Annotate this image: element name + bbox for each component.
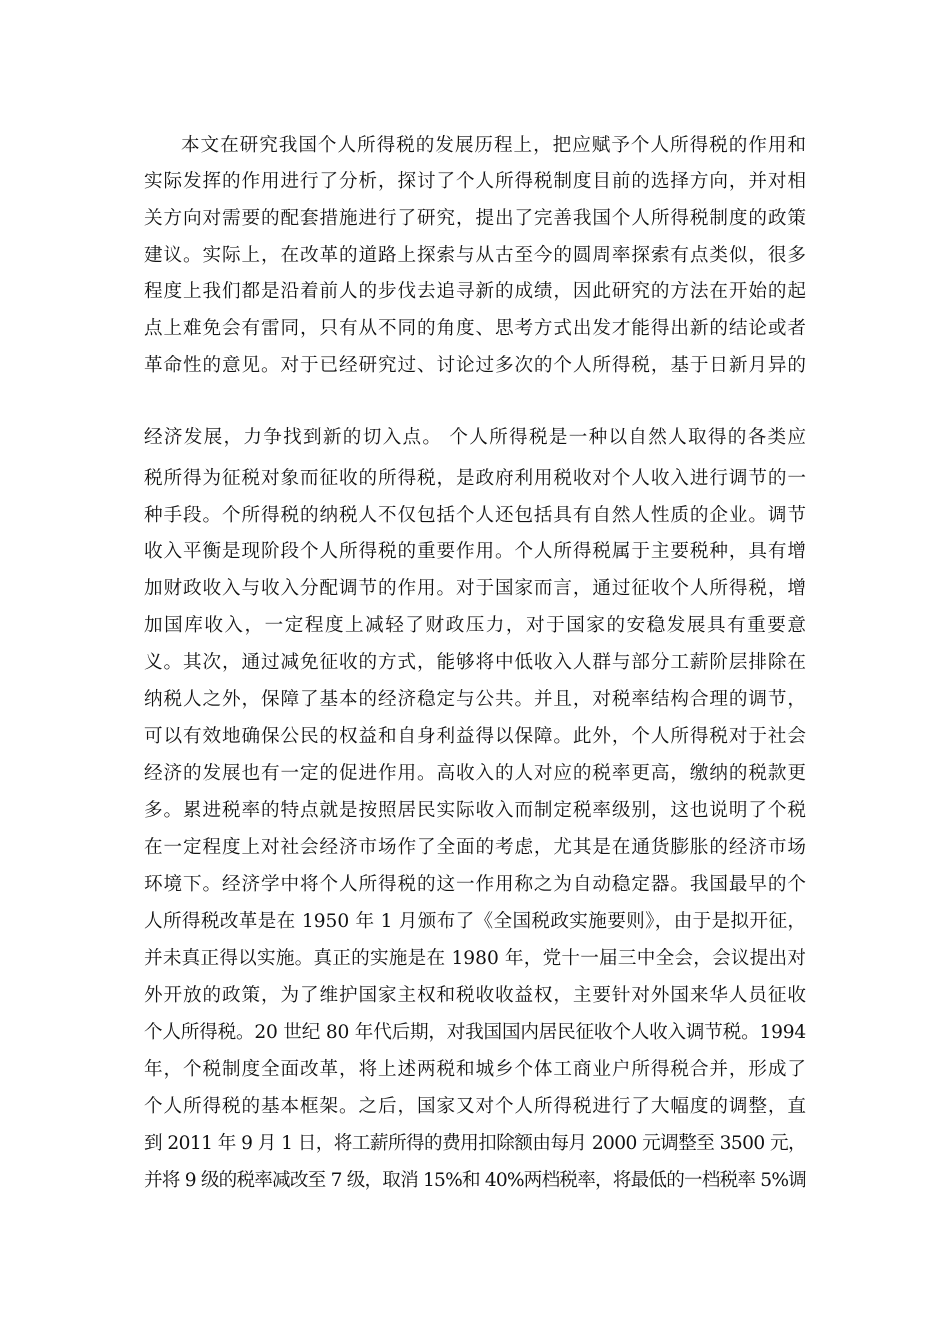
paragraph-line: 义。其次，通过减免征收的方式，能够将中低收入人群与部分工薪阶层排除在 bbox=[144, 652, 806, 673]
paragraph-line: 实际发挥的作用进行了分析，探讨了个人所得税制度目前的选择方向，并对相 bbox=[144, 171, 806, 192]
paragraph-line: 加国库收入，一定程度上减轻了财政压力，对于国家的安稳发展具有重要意 bbox=[144, 615, 806, 636]
paragraph-line: 环境下。经济学中将个人所得税的这一作用称之为自动稳定器。我国最早的个 bbox=[144, 874, 806, 895]
paragraph-line: 个人所得税的基本框架。之后，国家又对个人所得税进行了大幅度的调整，直 bbox=[144, 1096, 806, 1117]
paragraph-line: 经济发展，力争找到新的切入点。 个人所得税是一种以自然人取得的各类应 bbox=[144, 427, 806, 448]
paragraph-line: 建议。实际上，在改革的道路上探索与从古至今的圆周率探索有点类似，很多 bbox=[144, 245, 806, 266]
paragraph-line: 多。累进税率的特点就是按照居民实际收入而制定税率级别，这也说明了个税 bbox=[144, 800, 806, 821]
paragraph-line: 本文在研究我国个人所得税的发展历程上，把应赋予个人所得税的作用和 bbox=[181, 135, 806, 156]
paragraph-line: 个人所得税。20 世纪 80 年代后期，对我国国内居民征收个人收入调节税。1994 bbox=[144, 1022, 806, 1043]
paragraph-line: 关方向对需要的配套措施进行了研究，提出了完善我国个人所得税制度的政策 bbox=[144, 208, 806, 229]
paragraph-line: 点上难免会有雷同，只有从不同的角度、思考方式出发才能得出新的结论或者 bbox=[144, 318, 806, 339]
paragraph-line: 可以有效地确保公民的权益和自身利益得以保障。此外，个人所得税对于社会 bbox=[144, 726, 806, 747]
paragraph-line: 革命性的意见。对于已经研究过、讨论过多次的个人所得税，基于日新月异的 bbox=[144, 355, 806, 376]
paragraph-line: 纳税人之外，保障了基本的经济稳定与公共。并且，对税率结构合理的调节， bbox=[144, 689, 806, 710]
paragraph-line: 税所得为征税对象而征收的所得税，是政府利用税收对个人收入进行调节的一 bbox=[144, 468, 806, 489]
paragraph-line: 并未真正得以实施。真正的实施是在 1980 年，党十一届三中全会，会议提出对 bbox=[144, 948, 806, 969]
paragraph-line: 经济的发展也有一定的促进作用。高收入的人对应的税率更高，缴纳的税款更 bbox=[144, 763, 806, 784]
paragraph-line: 人所得税改革是在 1950 年 1 月颁布了《全国税政实施要则》，由于是拟开征， bbox=[144, 911, 806, 932]
paragraph-line: 加财政收入与收入分配调节的作用。对于国家而言，通过征收个人所得税，增 bbox=[144, 578, 806, 599]
paragraph-line: 并将 9 级的税率减改至 7 级，取消 15%和 40%两档税率，将最低的一档税率 5%调 bbox=[144, 1170, 806, 1191]
paragraph-line: 种手段。个所得税的纳税人不仅包括个人还包括具有自然人性质的企业。调节 bbox=[144, 505, 806, 526]
paragraph-line: 外开放的政策，为了维护国家主权和税收收益权，主要针对外国来华人员征收 bbox=[144, 985, 806, 1006]
paragraph-line: 年，个税制度全面改革，将上述两税和城乡个体工商业户所得税合并，形成了 bbox=[144, 1059, 806, 1080]
paragraph-line: 在一定程度上对社会经济市场作了全面的考虑，尤其是在通货膨胀的经济市场 bbox=[144, 837, 806, 858]
paragraph-line: 程度上我们都是沿着前人的步伐去追寻新的成绩，因此研究的方法在开始的起 bbox=[144, 281, 806, 302]
paragraph-line: 到 2011 年 9 月 1 日，将工薪所得的费用扣除额由每月 2000 元调整至 3500 元， bbox=[144, 1133, 806, 1154]
paragraph-line: 收入平衡是现阶段个人所得税的重要作用。个人所得税属于主要税种，具有增 bbox=[144, 541, 806, 562]
